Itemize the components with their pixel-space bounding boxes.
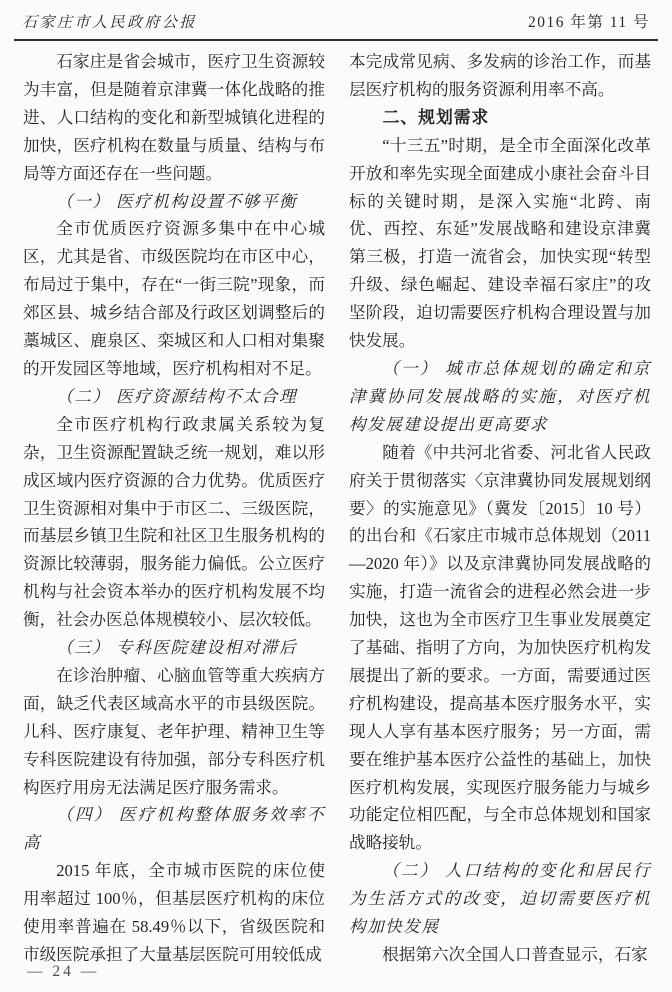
body-paragraph: 随着《中共河北省委、河北省人民政府关于贯彻落实〈京津冀协同发展规划纲要〉的实施意见》（冀发〔2015〕10 号）的出台和《石家庄市城市总体规划（2011—2020 年）》以及京津冀协同发展战略的实施，打造一流省会的进程必然会进一步加快，这也为全市医疗卫生事业发展奠定了基础、指明了方向，为加快医疗机构发展提出了新的要求。一方面，需要通过医疗机构建设，提高基本医疗服务水平，实现人人享有基本医疗服务；另一方面，需要在维护基本医疗公益性的基础上，加快医疗机构发展，实现医疗服务能力与城乡功能定位相匹配，与全市总体规划和国家战略接轨。 xyxy=(349,442,651,853)
subsection-heading-2: （二） 人口结构的变化和居民行为生活方式的改变，迫切需要医疗机构加快发展 xyxy=(349,861,651,937)
subsection-heading-3: （三） 专科医院建设相对滞后 xyxy=(56,638,298,658)
issue-number: 2016 年第 11 号 xyxy=(527,14,650,31)
gazette-title: 石家庄市人民政府公报 xyxy=(22,15,198,31)
body-paragraph: 2015 年底，全市城市医院的床位使用率超过 100％，但基层医疗机构的床位使用率普遍在 58.49％以下，省级医院和市级医院承担了大量基层医院可用较低成 xyxy=(23,861,325,964)
body-paragraph: 根据第六次全国人口普查显示，石家 xyxy=(382,945,648,964)
body-paragraph: “十三五”时期，是全市全面深化改革开放和率先实现全面建成小康社会奋斗目标的关键时期，是深入实施“北跨、南优、西控、东延”发展战略和建设京津冀第三极，打造一流省会，加快实现“转型升级、绿色崛起、建设幸福石家庄”的攻坚阶段，迫切需要医疗机构合理设置与加快发展。 xyxy=(349,135,651,351)
subsection-heading-1: （一） 城市总体规划的确定和京津冀协同发展战略的实施，对医疗机构发展建设提出更高要求 xyxy=(349,358,651,434)
page-footer xyxy=(27,963,99,981)
subsection-heading-2: （二） 医疗资源结构不太合理 xyxy=(56,386,298,406)
left-column xyxy=(23,48,325,969)
page-number: — 24 — xyxy=(27,963,100,980)
subsection-heading-4: （四） 医疗机构整体服务效率不高 xyxy=(23,805,325,853)
continued-paragraph: 本完成常见病、多发病的诊治工作，而基层医疗机构的服务资源利用率不高。 xyxy=(349,52,651,99)
two-column-body xyxy=(23,48,651,969)
body-paragraph: 在诊治肿瘤、心脑血管等重大疾病方面，缺乏代表区域高水平的市县级医院。儿科、医疗康复、老年护理、精神卫生等专科医院建设有待加强，部分专科医疗机构医疗用房无法满足医疗服务需求。 xyxy=(23,665,325,797)
section-heading: 二、规划需求 xyxy=(382,107,490,127)
page-header xyxy=(14,10,658,41)
body-paragraph: 石家庄是省会城市，医疗卫生资源较为丰富，但是随着京津冀一体化战略的推进、人口结构的变化和新型城镇化进程的加快，医疗机构在数量与质量、结构与布局等方面还存在一些问题。 xyxy=(23,52,325,183)
right-column xyxy=(349,48,651,969)
body-paragraph: 全市优质医疗资源多集中在中心城区，尤其是省、市级医院均在市区中心，布局过于集中，存在“一街三院”现象，而郊区县、城乡结合部及行政区划调整后的藁城区、鹿泉区、栾城区和人口相对集聚的开发园区等地域，医疗机构相对不足。 xyxy=(23,219,325,378)
subsection-heading-1: （一） 医疗机构设置不够平衡 xyxy=(56,191,298,211)
body-paragraph: 全市医疗机构行政隶属关系较为复杂，卫生资源配置缺乏统一规划，难以形成区域内医疗资源的合力优势。优质医疗卫生资源相对集中于市区二、三级医院，而基层乡镇卫生院和社区卫生服务机构的资源比较薄弱，服务能力偏低。公立医疗机构与社会资本举办的医疗机构发展不均衡，社会办医总体规模较小、层次较低。 xyxy=(23,414,325,630)
